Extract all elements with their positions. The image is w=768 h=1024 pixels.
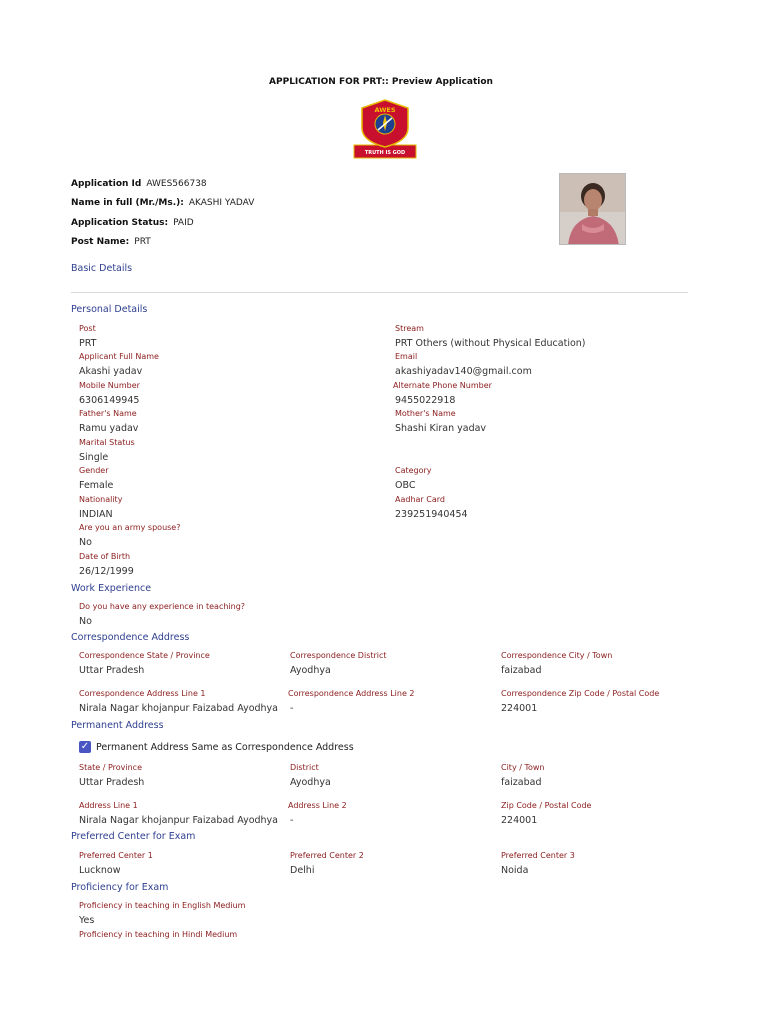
stream-field-value: PRT Others (without Physical Education) bbox=[395, 338, 586, 349]
svg-text:TRUTH IS GOD: TRUTH IS GOD bbox=[364, 150, 406, 156]
stream-field-label: Stream bbox=[395, 324, 424, 333]
full-name-field-value: Akashi yadav bbox=[79, 366, 143, 377]
same-address-option[interactable] bbox=[79, 741, 354, 753]
divider bbox=[71, 292, 688, 293]
alt-phone-field-value: 9455022918 bbox=[395, 395, 456, 406]
marital-status-field-value: Single bbox=[79, 452, 109, 463]
same-address-checkbox-label: Permanent Address Same as Correspondence Address bbox=[96, 741, 354, 753]
post-field-label: Post bbox=[79, 324, 96, 333]
nationality-field-value: INDIAN bbox=[79, 509, 113, 520]
center-1-field-label: Preferred Center 1 bbox=[79, 851, 153, 860]
hindi-proficiency-field-label: Proficiency in teaching in Hindi Medium bbox=[79, 930, 238, 939]
corr-line1-field-value: Nirala Nagar khojanpur Faizabad Ayodhya bbox=[79, 703, 278, 714]
perm-line2-field-label: Address Line 2 bbox=[288, 801, 347, 810]
mobile-field-label: Mobile Number bbox=[79, 381, 140, 390]
army-spouse-field-label: Are you an army spouse? bbox=[79, 523, 181, 532]
corr-district-field-value: Ayodhya bbox=[290, 665, 331, 676]
status-label: Application Status: bbox=[71, 217, 169, 228]
awes-logo bbox=[352, 94, 418, 160]
mother-name-field-label: Mother's Name bbox=[395, 409, 456, 418]
aadhar-field-label: Aadhar Card bbox=[395, 495, 445, 504]
teaching-experience-field-value: No bbox=[79, 616, 92, 627]
work-experience-heading: Work Experience bbox=[71, 583, 152, 594]
english-proficiency-field-value: Yes bbox=[79, 915, 95, 926]
center-2-field-value: Delhi bbox=[290, 865, 315, 876]
applicant-name: AKASHI YADAV bbox=[188, 198, 255, 209]
permanent-address-heading: Permanent Address bbox=[71, 720, 164, 731]
corr-zip-field-label: Correspondence Zip Code / Postal Code bbox=[501, 689, 660, 698]
teaching-experience-field-label: Do you have any experience in teaching? bbox=[79, 602, 246, 611]
marital-status-field-label: Marital Status bbox=[79, 438, 135, 447]
basic-details-heading: Basic Details bbox=[71, 263, 133, 274]
perm-state-field-label: State / Province bbox=[79, 763, 142, 772]
perm-city-field-label: City / Town bbox=[501, 763, 545, 772]
applicant-photo bbox=[559, 173, 626, 245]
alt-phone-field-label: Alternate Phone Number bbox=[393, 381, 492, 390]
mobile-field-value: 6306149945 bbox=[79, 395, 140, 406]
email-field-label: Email bbox=[395, 352, 418, 361]
application-id: AWES566738 bbox=[146, 178, 207, 189]
dob-field-value: 26/12/1999 bbox=[79, 566, 134, 577]
aadhar-field-value: 239251940454 bbox=[395, 509, 468, 520]
corr-city-field-label: Correspondence City / Town bbox=[501, 651, 613, 660]
category-field-label: Category bbox=[395, 466, 432, 475]
svg-text:AWES: AWES bbox=[374, 106, 396, 114]
perm-district-field-value: Ayodhya bbox=[290, 777, 331, 788]
full-name-field-label: Applicant Full Name bbox=[79, 352, 159, 361]
center-1-field-value: Lucknow bbox=[79, 865, 121, 876]
corr-line1-field-label: Correspondence Address Line 1 bbox=[79, 689, 206, 698]
email-field-value: akashiyadav140@gmail.com bbox=[395, 366, 532, 377]
perm-line2-field-value: - bbox=[290, 815, 294, 826]
mother-name-field-value: Shashi Kiran yadav bbox=[395, 423, 487, 434]
same-address-checkbox[interactable]: ✓ bbox=[80, 741, 90, 752]
perm-zip-field-label: Zip Code / Postal Code bbox=[501, 801, 592, 810]
perm-city-field-value: faizabad bbox=[501, 777, 542, 788]
center-3-field-value: Noida bbox=[501, 865, 529, 876]
personal-details-heading: Personal Details bbox=[71, 304, 148, 315]
preferred-center-heading: Preferred Center for Exam bbox=[71, 831, 196, 842]
nationality-field-label: Nationality bbox=[79, 495, 123, 504]
post-name: PRT bbox=[134, 237, 151, 248]
father-name-field-label: Father's Name bbox=[79, 409, 137, 418]
dob-field-label: Date of Birth bbox=[79, 552, 131, 561]
category-field-value: OBC bbox=[395, 480, 416, 491]
perm-district-field-label: District bbox=[290, 763, 319, 772]
perm-line1-field-value: Nirala Nagar khojanpur Faizabad Ayodhya bbox=[79, 815, 278, 826]
perm-state-field-value: Uttar Pradesh bbox=[79, 777, 145, 788]
post-field-value: PRT bbox=[79, 338, 97, 349]
army-spouse-field-value: No bbox=[79, 537, 92, 548]
proficiency-heading: Proficiency for Exam bbox=[71, 882, 169, 893]
perm-zip-field-value: 224001 bbox=[501, 815, 538, 826]
corr-district-field-label: Correspondence District bbox=[290, 651, 387, 660]
corr-line2-field-label: Correspondence Address Line 2 bbox=[288, 689, 415, 698]
application-summary bbox=[71, 174, 254, 252]
corr-city-field-value: faizabad bbox=[501, 665, 542, 676]
father-name-field-value: Ramu yadav bbox=[79, 423, 139, 434]
corr-zip-field-value: 224001 bbox=[501, 703, 538, 714]
corr-line2-field-value: - bbox=[290, 703, 294, 714]
gender-field-label: Gender bbox=[79, 466, 109, 475]
corr-state-field-label: Correspondence State / Province bbox=[79, 651, 210, 660]
page-title: APPLICATION FOR PRT:: Preview Application bbox=[269, 77, 493, 87]
application-status: PAID bbox=[173, 217, 194, 228]
name-label: Name in full (Mr./Ms.): bbox=[71, 198, 184, 209]
perm-line1-field-label: Address Line 1 bbox=[79, 801, 138, 810]
center-2-field-label: Preferred Center 2 bbox=[290, 851, 364, 860]
english-proficiency-field-label: Proficiency in teaching in English Medium bbox=[79, 901, 246, 910]
post-label: Post Name: bbox=[71, 237, 130, 248]
correspondence-address-heading: Correspondence Address bbox=[71, 632, 190, 643]
gender-field-value: Female bbox=[79, 480, 114, 491]
center-3-field-label: Preferred Center 3 bbox=[501, 851, 575, 860]
application-id-label: Application Id bbox=[71, 178, 142, 189]
corr-state-field-value: Uttar Pradesh bbox=[79, 665, 145, 676]
